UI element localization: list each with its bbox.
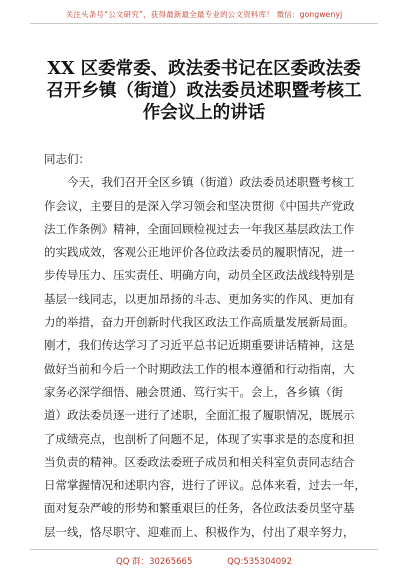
title-line-2: 召开乡镇（街道）政法委员述职暨考核工: [46, 81, 362, 101]
salutation: 同志们：: [44, 152, 90, 166]
body-line: 做好当前和今后一个时期政法工作的根本遵循和行动指南，大: [44, 361, 355, 376]
title-line-3: 作会议上的讲话: [142, 103, 266, 123]
body-line: 力的举措，奋力开创新时代我区政法工作高质量发展新局面。: [44, 315, 355, 330]
body-line: 的实践成效，客观公正地评价各位政法委员的履职情况，进一: [44, 245, 355, 260]
footer-qq-number: QQ:535304092: [227, 557, 292, 567]
document-body: [44, 148, 364, 544]
header-divider: [30, 23, 378, 24]
body-line: 了成绩亮点，也剖析了问题不足，体现了实事求是的态度和担: [44, 431, 355, 446]
footer: [0, 555, 408, 567]
body-line: 刚才，我们传达学习了习近平总书记近期重要讲话精神，这是: [44, 338, 355, 353]
body-line: 法工作条例》精神，全面回顾检视过去一年我区基层政法工作: [44, 221, 355, 236]
body-line: 层一线，恪尽职守、迎难而上、积极作为，付出了艰辛努力，: [44, 524, 355, 539]
document-title: [30, 58, 378, 124]
body-line: 今天，我们召开全区乡镇（街道）政法委员述职暨考核工: [67, 175, 355, 190]
body-line: 日常掌握情况和述职内容，进行了评议。总体来看，过去一年，: [44, 478, 366, 493]
body-line: 面对复杂严峻的形势和繁重艰巨的任务，各位政法委员坚守基: [44, 501, 355, 516]
footer-divider: [30, 549, 378, 550]
body-line: 道）政法委员逐一进行了述职，全面汇报了履职情况，既展示: [44, 408, 355, 423]
body-line: 步传导压力、压实责任、明确方向，动员全区政法战线特别是: [44, 268, 355, 283]
body-line: 家务必深学细悟、融会贯通、笃行实干。会上，各乡镇（街: [44, 384, 343, 399]
footer-qq-group: QQ 群：30265665: [116, 557, 193, 567]
body-line: 作会议，主要目的是深入学习领会和坚决贯彻《中国共产党政: [44, 198, 355, 213]
header-banner: 关注头条号“公文研究”，获得最新最全最专业的公文资料库！ 微信：gongwenyj: [65, 10, 343, 19]
body-line: 基层一线同志，以更加昂扬的斗志、更加务实的作风、更加有: [44, 291, 355, 306]
body-line: 当负责的精神。区委政法委班子成员和相关科室负责同志结合: [44, 454, 355, 469]
body-text: [44, 171, 364, 544]
title-line-1: XX 区委常委、政法委书记在区委政法委: [47, 59, 361, 79]
